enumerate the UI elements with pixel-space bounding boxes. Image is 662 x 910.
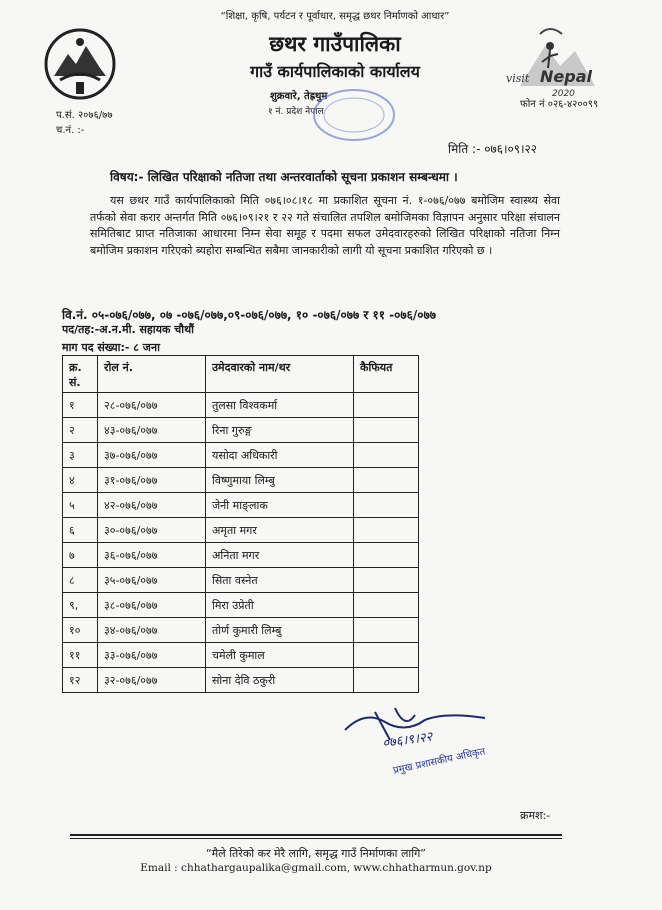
footer-contact: Email : chhathargaupalika@gmail.com, www.chhatharmun.gov.np	[140, 862, 492, 874]
cell-remarks	[354, 468, 419, 493]
cell-name: मिरा उप्रेती	[206, 593, 354, 618]
continued-mark: क्रमश:-	[520, 809, 551, 822]
signature-date: ०७६।९।२२	[381, 729, 434, 752]
subject-line: विषय:- लिखित परिक्षाको नतिजा तथा अन्तरवार्ताको सूचना प्रकाशन सम्बन्धमा ।	[110, 170, 458, 184]
cell-name: तोर्ण कुमारी लिम्बु	[206, 618, 354, 643]
footer-divider	[70, 834, 562, 836]
cell-name: अनिता मगर	[206, 543, 354, 568]
table-row	[63, 418, 419, 443]
letter-date: मिति :- ०७६।०९।२२	[448, 142, 538, 156]
table-row	[63, 543, 419, 568]
demand-count: माग पद संख्या:- ८ जना	[62, 341, 160, 354]
svg-text:Nepal: Nepal	[540, 67, 592, 86]
cell-sn: ४	[63, 468, 98, 493]
cell-remarks	[354, 643, 419, 668]
cell-remarks	[354, 543, 419, 568]
header-motto: “शिक्षा, कृषि, पर्यटन र पूर्वाधार, समृद्ध छथर निर्माणको आधार”	[220, 11, 450, 22]
cell-sn: १२	[63, 668, 98, 693]
table-header-row	[63, 356, 419, 393]
advertisement-numbers: वि.नं. ०५-०७६/०७७, ०७ -०७६/०७७,०९-०७६/०७७, १० -०७६/०७७ र ११ -०७६/०७७	[62, 308, 436, 322]
cell-sn: ११	[63, 643, 98, 668]
table-row	[63, 593, 419, 618]
cell-name: जेनी माङ्लाक	[206, 493, 354, 518]
footer-divider-thin	[70, 838, 562, 839]
cell-remarks	[354, 668, 419, 693]
results-table	[62, 355, 419, 693]
office-name: गाउँ कार्यपालिकाको कार्यालय	[250, 62, 420, 81]
cell-roll: ४३-०७६/०७७	[98, 418, 206, 443]
svg-text:2020: 2020	[552, 89, 575, 99]
patra-sankhya: प.सं. २०७६/७७	[56, 110, 113, 121]
cell-sn: २	[63, 418, 98, 443]
office-stamp-icon	[310, 86, 398, 144]
header-sn: क्र. सं.	[63, 356, 98, 393]
office-phone: फोन नं ०२६-४२००९९	[520, 99, 599, 110]
cell-remarks	[354, 393, 419, 418]
cell-sn: ६	[63, 518, 98, 543]
cell-remarks	[354, 593, 419, 618]
org-name: छथर गाउँपालिका	[269, 32, 401, 56]
cell-roll: ३२-०७६/०७७	[98, 668, 206, 693]
header-roll: रोल नं.	[98, 356, 206, 393]
cell-remarks	[354, 443, 419, 468]
table-row	[63, 518, 419, 543]
cell-roll: ३४-०७६/०७७	[98, 618, 206, 643]
cell-remarks	[354, 518, 419, 543]
cell-remarks	[354, 493, 419, 518]
cell-remarks	[354, 568, 419, 593]
office-place: शुक्रवारे, तेह्रथुम	[270, 91, 328, 102]
signatory-title: प्रमुख प्रशासकीय अधिकृत	[392, 746, 487, 777]
cell-name: यसोदा अधिकारी	[206, 443, 354, 468]
chalani-number: च.नं. :-	[56, 125, 85, 136]
table-row	[63, 643, 419, 668]
cell-name: चमेली कुमाल	[206, 643, 354, 668]
cell-name: सोना देवि ठकुरी	[206, 668, 354, 693]
cell-sn: ९,	[63, 593, 98, 618]
cell-roll: २८-०७६/०७७	[98, 393, 206, 418]
government-emblem-icon	[40, 24, 120, 104]
cell-name: सिता वस्नेत	[206, 568, 354, 593]
cell-name: रिना गुरुङ्ग	[206, 418, 354, 443]
cell-sn: ३	[63, 443, 98, 468]
table-row	[63, 393, 419, 418]
cell-roll: ३०-०७६/०७७	[98, 518, 206, 543]
svg-text:visit: visit	[506, 72, 530, 85]
header-name: उमेदवारको नाम/थर	[206, 356, 354, 393]
post-level: पद/तह:-अ.न.मी. सहायक चौथौं	[62, 323, 194, 336]
cell-roll: ३७-०७६/०७७	[98, 443, 206, 468]
cell-name: तुलसा विश्वकर्मा	[206, 393, 354, 418]
cell-sn: १०	[63, 618, 98, 643]
cell-roll: ३५-०७६/०७७	[98, 568, 206, 593]
cell-remarks	[354, 618, 419, 643]
cell-name: अमृता मगर	[206, 518, 354, 543]
cell-sn: १	[63, 393, 98, 418]
table-row	[63, 443, 419, 468]
cell-roll: ३६-०७६/०७७	[98, 543, 206, 568]
cell-name: विष्णुमाया लिम्बु	[206, 468, 354, 493]
cell-sn: ५	[63, 493, 98, 518]
table-row	[63, 618, 419, 643]
footer-quote: “मैले तिरेको कर मेरै लागि, समृद्ध गाउँ निर्माणका लागि”	[205, 847, 427, 860]
cell-roll: ४२-०७६/०७७	[98, 493, 206, 518]
table-row	[63, 493, 419, 518]
cell-roll: ३८-०७६/०७७	[98, 593, 206, 618]
table-row	[63, 668, 419, 693]
cell-roll: ३३-०७६/०७७	[98, 643, 206, 668]
cell-roll: ३१-०७६/०७७	[98, 468, 206, 493]
notice-body: यस छथर गाउँ कार्यपालिकाको मिति ०७६।०८।१८ मा प्रकाशित सूचना नं. १-०७६/०७७ बमोजिम स्वास्थ्य सेवा तर्फको सेवा करार अन्तर्गत मिति ०७६।०९।२१ र २२ गते संचालित तपशिल बमोजिमका विज्ञापन अनुसार परिक्षा संचालन समितिबाट प्राप्त नतिजाका आधारमा निम्न सेवा समूह र पदमा सफल उमेदवारहरुको लिखित परिक्षाको नतिजा निम्न बमोजिम प्रकाशन गरिएको ब्यहोरा सम्बन्धित सबैमा जानकारीको लागी यो सूचना प्रकाशित गरिएको छ ।	[90, 194, 560, 257]
table-row	[63, 568, 419, 593]
cell-sn: ७	[63, 543, 98, 568]
office-province: १ नं. प्रदेश नेपाल	[268, 107, 324, 117]
cell-sn: ८	[63, 568, 98, 593]
table-row	[63, 468, 419, 493]
visit-nepal-logo-icon	[500, 16, 605, 102]
header-remarks: कैफियत	[354, 356, 419, 393]
cell-remarks	[354, 418, 419, 443]
